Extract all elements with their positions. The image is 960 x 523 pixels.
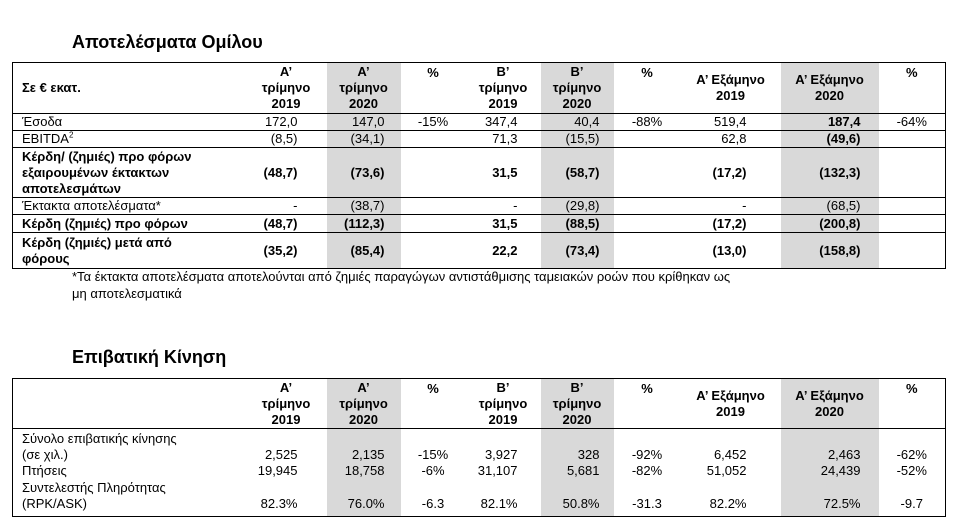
row-label: Κέρδη (ζημιές) προ φόρων: [13, 215, 246, 233]
value-q2-change: -88%: [614, 114, 681, 131]
unit-label: Σε € εκατ.: [13, 63, 246, 114]
value-h1-change: -64%: [879, 114, 946, 131]
value-q1-change: [401, 148, 466, 198]
value-q2-change: [614, 198, 681, 215]
value-h1-2019: 82.2%: [709, 496, 747, 511]
row-label: EBITDA: [22, 131, 69, 146]
value-h1-2019: (13,0): [681, 233, 781, 269]
value-q2-2019: 22,2: [466, 233, 541, 269]
value-h1-2020: 2,463: [781, 429, 879, 463]
value-q1-change: -6%: [421, 462, 445, 478]
value-q1-2019: 172,0: [246, 114, 327, 131]
row-label: Κέρδη (ζημιές) μετά από φόρους: [13, 233, 246, 269]
header-h1-2019: Α’ Εξάμηνο 2019: [681, 63, 781, 114]
value-q1-2019: (48,7): [246, 148, 327, 198]
header-q1-change: %: [401, 379, 466, 429]
passenger-traffic-table: [12, 378, 946, 517]
row-pbt-excl-extraordinary: [13, 148, 946, 198]
value-q1-change: -15%: [417, 446, 449, 462]
header-q2-2019: Β’ τρίμηνο 2019: [466, 63, 541, 114]
value-h1-2019: (17,2): [681, 215, 781, 233]
value-h1-2019: 51,052: [706, 462, 747, 478]
row-label: Έκτακτα αποτελέσματα*: [13, 198, 246, 215]
row-label-cell: [13, 131, 246, 148]
row-total-passengers: [13, 429, 946, 463]
header-q2-change: %: [614, 63, 681, 114]
header-q2-2020: Β’ τρίμηνο 2020: [541, 379, 614, 429]
value-q2-change: [614, 148, 681, 198]
value-q2-2020: (73,4): [541, 233, 614, 269]
value-q2-change: -82%: [631, 462, 663, 478]
row-load-factor: [13, 479, 946, 517]
value-q2-2020: (15,5): [541, 131, 614, 148]
value-q1-2019: (35,2): [246, 233, 327, 269]
value-q2-2019: 31,5: [466, 215, 541, 233]
value-q2-2019: 82.1%: [480, 496, 518, 511]
header-h1-2020: Α’ Εξάμηνο 2020: [781, 63, 879, 114]
footnote-marker: 2: [68, 130, 74, 140]
value-h1-2019: 519,4: [681, 114, 781, 131]
header-q1-2019: Α’ τρίμηνο 2019: [246, 379, 327, 429]
value-q1-change: [401, 233, 466, 269]
value-q2-2020: 328: [541, 429, 614, 463]
value-h1-2019: 62,8: [681, 131, 781, 148]
header-h1-change: %: [879, 63, 946, 114]
value-q1-2020: (85,4): [327, 233, 401, 269]
header-q2-2019: Β’ τρίμηνο 2019: [466, 379, 541, 429]
value-q1-2019: 19,945: [257, 462, 298, 478]
value-q2-2019: 3,927: [484, 446, 518, 462]
value-q1-2020: 147,0: [327, 114, 401, 131]
value-h1-change: [879, 131, 946, 148]
value-q1-2020: 76.0%: [327, 479, 401, 517]
value-q1-change: -6.3: [421, 496, 445, 511]
row-flights: [13, 463, 946, 479]
row-label: Σύνολο επιβατικής κίνησης (σε χιλ.): [22, 430, 177, 462]
value-q2-2019: 71,3: [466, 131, 541, 148]
footnote-extraordinary-items: *Τα έκτακτα αποτελέσματα αποτελούνται από ζημιές παραγώγων αντιστάθμισης ταμειακών ροών που κρίθηκαν ως μη αποτελεσματικά: [72, 269, 731, 301]
value-q2-change: [614, 215, 681, 233]
value-h1-change: [879, 148, 946, 198]
value-h1-2020: (132,3): [781, 148, 879, 198]
value-q1-2020: 18,758: [327, 463, 401, 479]
value-q1-change: -15%: [401, 114, 466, 131]
value-q1-2019: (8,5): [246, 131, 327, 148]
row-label: Συντελεστής Πληρότητας (RPK/ASK): [22, 480, 166, 511]
value-q1-2020: (73,6): [327, 148, 401, 198]
value-q2-2020: (29,8): [541, 198, 614, 215]
value-q2-2020: 40,4: [541, 114, 614, 131]
value-h1-2019: -: [681, 198, 781, 215]
row-label: Έσοδα: [13, 114, 246, 131]
group-results-table: [12, 62, 946, 269]
value-q2-change: [614, 131, 681, 148]
value-h1-change: [879, 215, 946, 233]
value-q1-2020: 2,135: [327, 429, 401, 463]
row-profit-before-tax: [13, 215, 946, 233]
value-h1-change: -9.7: [900, 496, 923, 511]
value-h1-2019: 6,452: [713, 446, 747, 462]
value-h1-2020: (49,6): [781, 131, 879, 148]
header-row: [13, 379, 946, 429]
value-q1-change: [401, 198, 466, 215]
header-q2-change: %: [614, 379, 681, 429]
header-h1-2020: Α’ Εξάμηνο 2020: [781, 379, 879, 429]
value-q1-2020: (34,1): [327, 131, 401, 148]
header-q1-change: %: [401, 63, 466, 114]
row-label: Πτήσεις: [22, 462, 67, 478]
section-title-passenger-traffic: Επιβατική Κίνηση: [72, 347, 227, 367]
header-h1-2019: Α’ Εξάμηνο 2019: [681, 379, 781, 429]
header-q1-2019: Α’ τρίμηνο 2019: [246, 63, 327, 114]
header-q1-2020: Α’ τρίμηνο 2020: [327, 63, 401, 114]
value-q2-2019: 31,5: [466, 148, 541, 198]
value-q1-2019: -: [246, 198, 327, 215]
row-profit-after-tax: [13, 233, 946, 269]
value-h1-change: [879, 233, 946, 269]
value-q1-change: [401, 131, 466, 148]
value-q2-change: -31.3: [632, 496, 662, 511]
value-q2-2020: 50.8%: [541, 479, 614, 517]
value-q1-2019: 2,525: [264, 446, 298, 462]
value-h1-2020: 24,439: [781, 463, 879, 479]
value-h1-change: -52%: [896, 462, 927, 478]
value-h1-2019: (17,2): [681, 148, 781, 198]
value-q2-2019: 31,107: [477, 462, 518, 478]
header-q1-2020: Α’ τρίμηνο 2020: [327, 379, 401, 429]
value-q2-change: [614, 233, 681, 269]
value-q2-2020: (58,7): [541, 148, 614, 198]
row-revenue: [13, 114, 946, 131]
value-q2-2020: 5,681: [541, 463, 614, 479]
header-q2-2020: Β’ τρίμηνο 2020: [541, 63, 614, 114]
value-h1-2020: (200,8): [781, 215, 879, 233]
value-q1-2020: (112,3): [327, 215, 401, 233]
value-q2-2019: 347,4: [466, 114, 541, 131]
row-extraordinary-items: [13, 198, 946, 215]
value-q1-2020: (38,7): [327, 198, 401, 215]
value-q2-2020: (88,5): [541, 215, 614, 233]
value-q2-2019: -: [466, 198, 541, 215]
value-h1-change: [879, 198, 946, 215]
value-h1-2020: 72.5%: [781, 479, 879, 517]
value-h1-change: -62%: [896, 446, 927, 462]
value-q1-change: [401, 215, 466, 233]
row-ebitda: [13, 131, 946, 148]
header-row: [13, 63, 946, 114]
value-q1-2019: (48,7): [246, 215, 327, 233]
section-title-group-results: Αποτελέσματα Ομίλου: [72, 32, 263, 52]
row-label: Κέρδη/ (ζημιές) προ φόρων εξαιρουμένων έκτακτων αποτελεσμάτων: [13, 148, 246, 198]
value-q1-2019: 82.3%: [260, 496, 298, 511]
value-h1-2020: (68,5): [781, 198, 879, 215]
value-q2-change: -92%: [631, 446, 663, 462]
header-h1-change: %: [879, 379, 946, 429]
value-h1-2020: (158,8): [781, 233, 879, 269]
header-label-cell: [13, 379, 246, 429]
value-h1-2020: 187,4: [781, 114, 879, 131]
